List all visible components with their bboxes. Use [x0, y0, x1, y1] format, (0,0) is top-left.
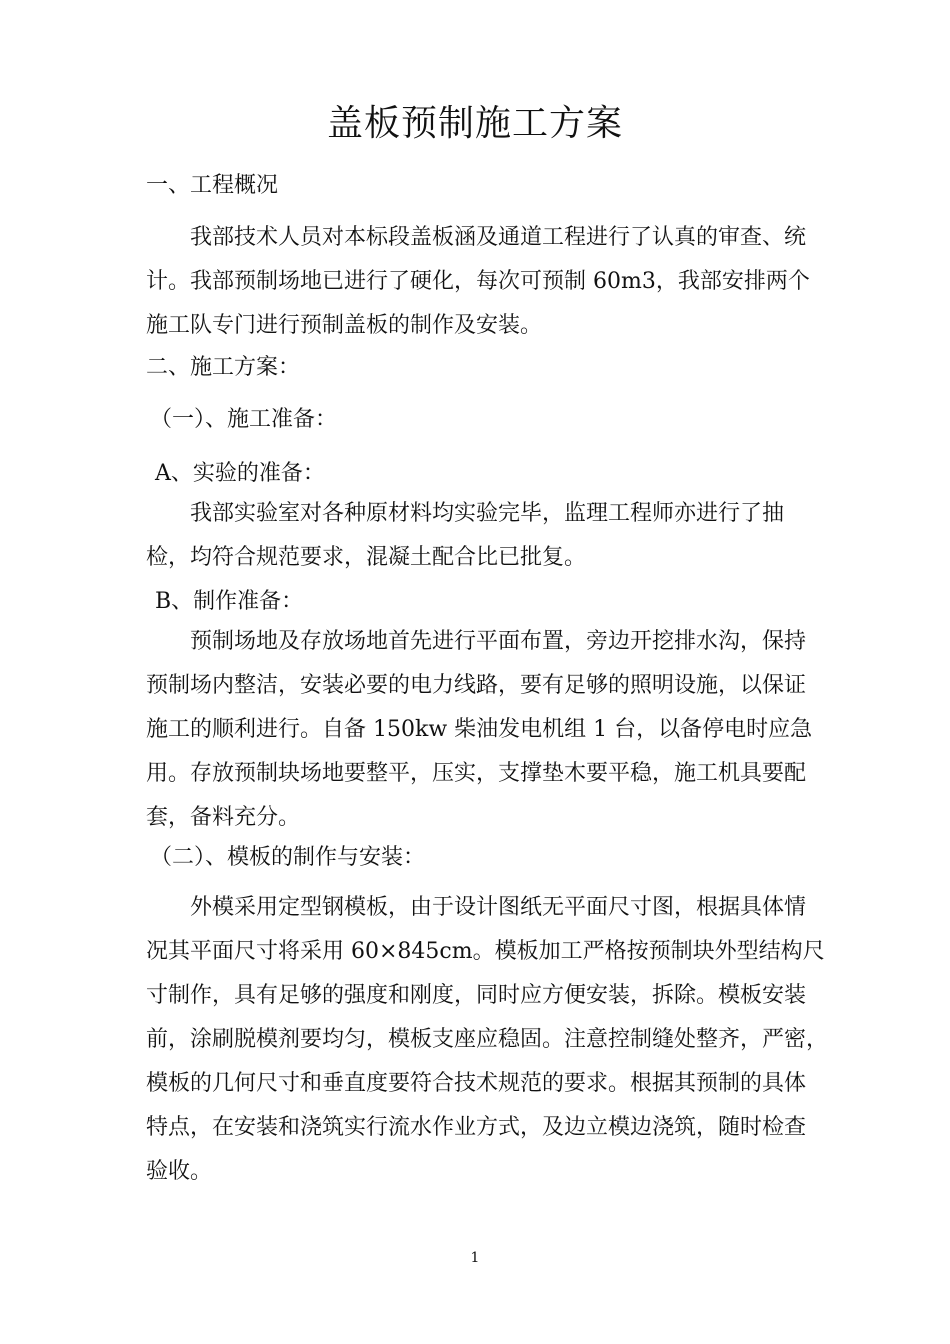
paragraph-line: 检，均符合规范要求，混凝土配合比已批复。: [146, 545, 587, 570]
section-heading-plan: 二、施工方案：: [146, 355, 301, 380]
section-heading-overview: 一、工程概况: [146, 173, 279, 198]
paragraph-line: 施工队专门进行预制盖板的制作及安装。: [146, 313, 543, 338]
paragraph-line: 用。存放预制块场地要整平，压实，支撑垫木要平稳，施工机具要配: [146, 761, 807, 786]
paragraph-line: 预制场地及存放场地首先进行平面布置，旁边开挖排水沟，保持: [190, 629, 807, 654]
subsection-heading-a: A、实验的准备：: [155, 461, 325, 486]
paragraph-line: 验收。: [146, 1159, 213, 1184]
paragraph-line: 模板的几何尺寸和垂直度要符合技术规范的要求。根据其预制的具体: [146, 1071, 807, 1096]
paragraph-line: 施工的顺利进行。自备 150kw 柴油发电机组 1 台，以备停电时应急: [146, 717, 813, 742]
paragraph-line: 我部实验室对各种原材料均实验完毕，监理工程师亦进行了抽: [190, 501, 785, 526]
document-title: 盖板预制施工方案: [326, 103, 623, 144]
subsection-heading-b: B、制作准备：: [155, 589, 304, 614]
paragraph-line: 计。我部预制场地已进行了硬化，每次可预制 60m3，我部安排两个: [146, 269, 810, 294]
paragraph-line: 套，备料充分。: [146, 805, 301, 830]
subsection-heading-formwork: （二）、模板的制作与安装：: [150, 845, 426, 870]
paragraph-line: 外模采用定型钢模板，由于设计图纸无平面尺寸图，根据具体情: [190, 895, 807, 920]
paragraph-line: 况其平面尺寸将采用 60×845cm。模板加工严格按预制块外型结构尺: [146, 939, 825, 964]
subsection-heading-prep: （一）、施工准备：: [150, 407, 338, 432]
paragraph-line: 我部技术人员对本标段盖板涵及通道工程进行了认真的审查、统: [190, 225, 807, 250]
paragraph-line: 前，涂刷脱模剂要均匀，模板支座应稳固。注意控制缝处整齐，严密，: [146, 1027, 829, 1052]
paragraph-line: 寸制作，具有足够的强度和刚度，同时应方便安装，拆除。模板安装: [146, 983, 807, 1008]
page-number: 1: [470, 1250, 480, 1266]
paragraph-line: 预制场内整洁，安装必要的电力线路，要有足够的照明设施，以保证: [146, 673, 807, 698]
paragraph-line: 特点，在安装和浇筑实行流水作业方式，及边立模边浇筑，随时检查: [146, 1115, 807, 1140]
